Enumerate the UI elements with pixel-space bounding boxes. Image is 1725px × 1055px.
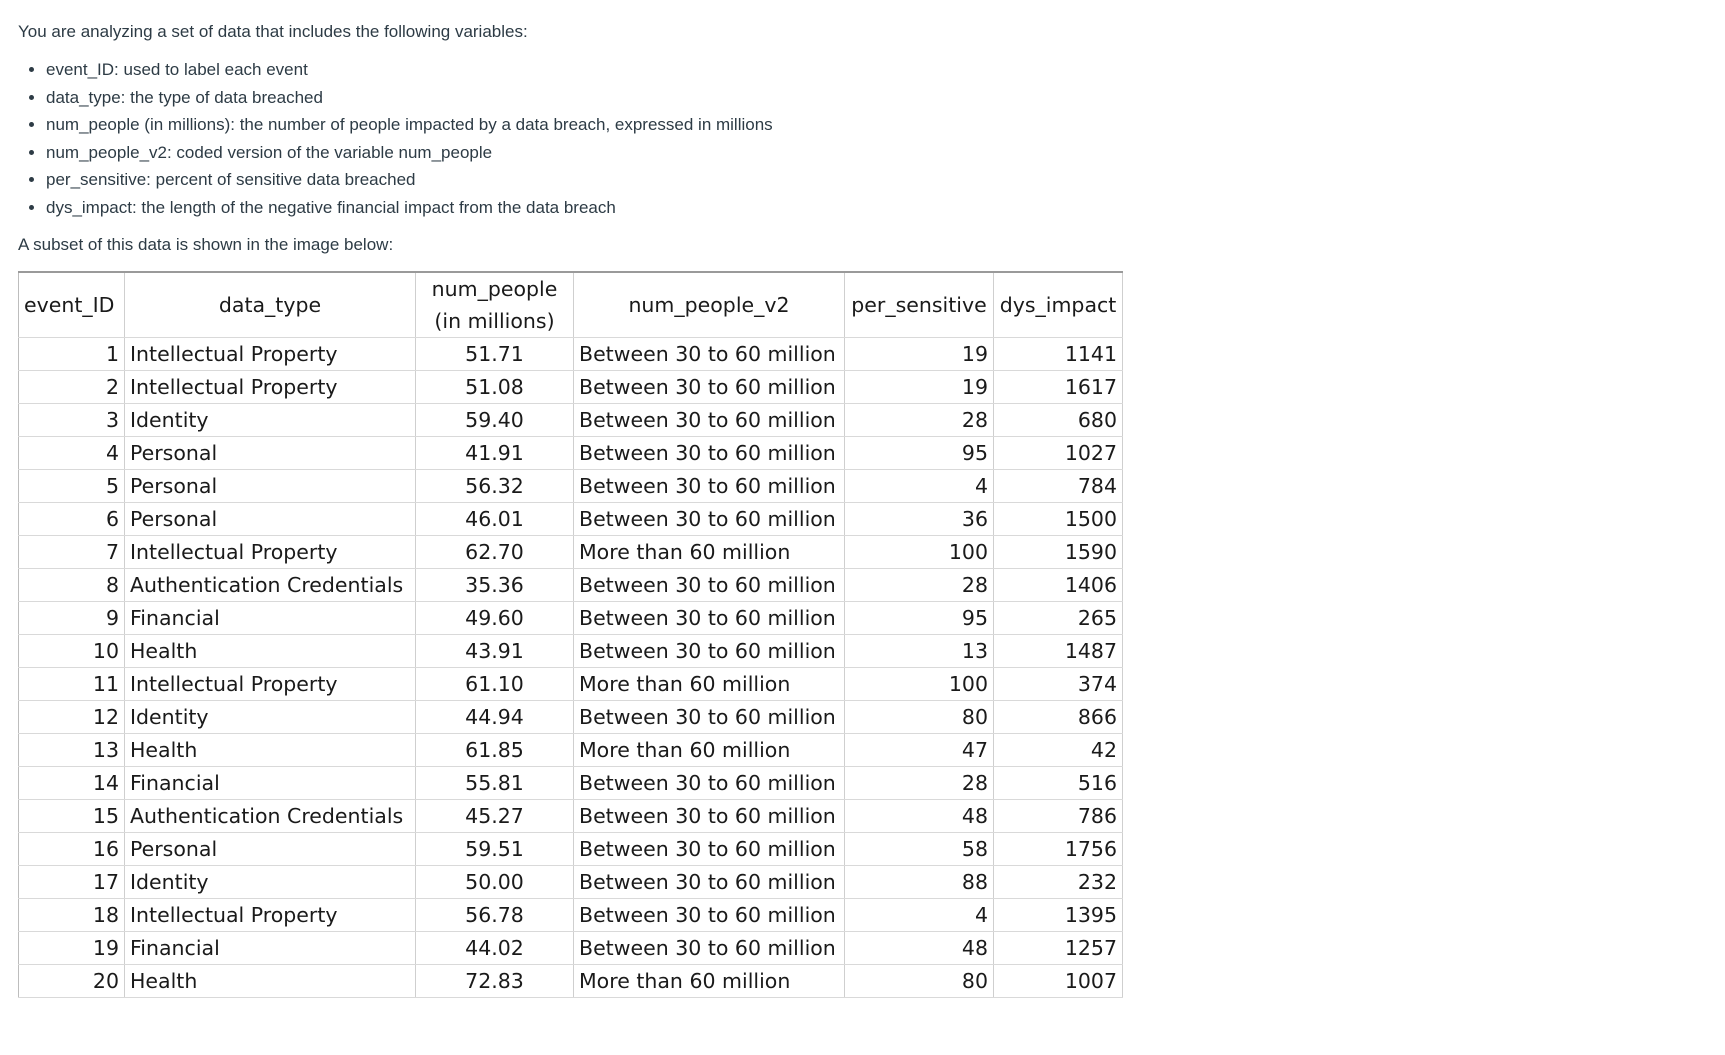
- table-row: [19, 503, 1123, 536]
- cell-dys-impact: 1406: [994, 569, 1123, 602]
- cell-num-people: 51.71: [416, 338, 574, 371]
- cell-dys-impact: 516: [994, 767, 1123, 800]
- cell-num-people: 55.81: [416, 767, 574, 800]
- table-row: [19, 668, 1123, 701]
- cell-num-people: 44.02: [416, 932, 574, 965]
- table-row: [19, 899, 1123, 932]
- table-row: [19, 734, 1123, 767]
- cell-num-people-v2: Between 30 to 60 million: [574, 701, 845, 734]
- cell-data-type: Intellectual Property: [125, 338, 416, 371]
- cell-event-id: 7: [19, 536, 125, 569]
- cell-event-id: 19: [19, 932, 125, 965]
- variable-item: • event_ID: used to label each event: [46, 56, 1698, 84]
- table-row: [19, 800, 1123, 833]
- cell-per-sensitive: 36: [845, 503, 994, 536]
- cell-num-people-v2: Between 30 to 60 million: [574, 470, 845, 503]
- cell-data-type: Health: [125, 965, 416, 998]
- cell-dys-impact: 784: [994, 470, 1123, 503]
- cell-per-sensitive: 80: [845, 965, 994, 998]
- cell-data-type: Authentication Credentials: [125, 569, 416, 602]
- cell-per-sensitive: 4: [845, 899, 994, 932]
- cell-dys-impact: 866: [994, 701, 1123, 734]
- table-row: [19, 767, 1123, 800]
- table-row: [19, 965, 1123, 998]
- cell-data-type: Personal: [125, 503, 416, 536]
- cell-num-people: 59.40: [416, 404, 574, 437]
- cell-event-id: 2: [19, 371, 125, 404]
- header-num-people-line1: num_people: [431, 277, 558, 301]
- cell-num-people: 56.78: [416, 899, 574, 932]
- cell-data-type: Personal: [125, 470, 416, 503]
- cell-dys-impact: 42: [994, 734, 1123, 767]
- cell-event-id: 20: [19, 965, 125, 998]
- cell-num-people: 45.27: [416, 800, 574, 833]
- table-header-row: [19, 272, 1123, 338]
- cell-event-id: 11: [19, 668, 125, 701]
- table-body: [19, 338, 1123, 998]
- variable-list: [18, 56, 1698, 221]
- header-num-people-line2: (in millions): [434, 309, 555, 333]
- cell-dys-impact: 1617: [994, 371, 1123, 404]
- cell-data-type: Identity: [125, 866, 416, 899]
- cell-num-people-v2: Between 30 to 60 million: [574, 635, 845, 668]
- cell-num-people-v2: Between 30 to 60 million: [574, 899, 845, 932]
- cell-data-type: Intellectual Property: [125, 899, 416, 932]
- cell-per-sensitive: 95: [845, 602, 994, 635]
- data-table: [18, 271, 1123, 998]
- cell-data-type: Personal: [125, 437, 416, 470]
- cell-per-sensitive: 19: [845, 371, 994, 404]
- cell-data-type: Identity: [125, 404, 416, 437]
- cell-per-sensitive: 13: [845, 635, 994, 668]
- cell-per-sensitive: 28: [845, 569, 994, 602]
- question-content: [18, 18, 1698, 998]
- cell-num-people-v2: More than 60 million: [574, 668, 845, 701]
- cell-num-people: 59.51: [416, 833, 574, 866]
- cell-num-people: 61.10: [416, 668, 574, 701]
- table-row: [19, 569, 1123, 602]
- cell-num-people: 35.36: [416, 569, 574, 602]
- cell-num-people-v2: Between 30 to 60 million: [574, 833, 845, 866]
- cell-event-id: 5: [19, 470, 125, 503]
- cell-per-sensitive: 95: [845, 437, 994, 470]
- cell-data-type: Intellectual Property: [125, 668, 416, 701]
- cell-event-id: 1: [19, 338, 125, 371]
- cell-num-people-v2: Between 30 to 60 million: [574, 338, 845, 371]
- cell-num-people-v2: Between 30 to 60 million: [574, 503, 845, 536]
- table-row: [19, 470, 1123, 503]
- cell-event-id: 18: [19, 899, 125, 932]
- cell-num-people: 50.00: [416, 866, 574, 899]
- header-num-people: [416, 272, 574, 338]
- cell-per-sensitive: 28: [845, 767, 994, 800]
- cell-dys-impact: 1257: [994, 932, 1123, 965]
- header-num-people-v2: num_people_v2: [574, 272, 845, 338]
- table-row: [19, 602, 1123, 635]
- cell-dys-impact: 265: [994, 602, 1123, 635]
- cell-num-people: 72.83: [416, 965, 574, 998]
- cell-per-sensitive: 48: [845, 932, 994, 965]
- cell-data-type: Financial: [125, 767, 416, 800]
- cell-per-sensitive: 28: [845, 404, 994, 437]
- table-row: [19, 536, 1123, 569]
- cell-data-type: Health: [125, 734, 416, 767]
- table-row: [19, 437, 1123, 470]
- cell-data-type: Personal: [125, 833, 416, 866]
- cell-num-people-v2: More than 60 million: [574, 965, 845, 998]
- cell-num-people-v2: More than 60 million: [574, 536, 845, 569]
- cell-dys-impact: 374: [994, 668, 1123, 701]
- cell-event-id: 12: [19, 701, 125, 734]
- cell-data-type: Financial: [125, 602, 416, 635]
- table-row: [19, 635, 1123, 668]
- variable-item: • num_people_v2: coded version of the variable num_people: [46, 139, 1698, 167]
- cell-dys-impact: 1756: [994, 833, 1123, 866]
- table-row: [19, 866, 1123, 899]
- header-dys-impact: dys_impact: [994, 272, 1123, 338]
- header-event-id: event_ID: [19, 272, 125, 338]
- cell-per-sensitive: 100: [845, 668, 994, 701]
- cell-data-type: Identity: [125, 701, 416, 734]
- cell-num-people: 43.91: [416, 635, 574, 668]
- cell-dys-impact: 1141: [994, 338, 1123, 371]
- variable-item: • num_people (in millions): the number of people impacted by a data breach, expressed in millions: [46, 111, 1698, 139]
- cell-dys-impact: 680: [994, 404, 1123, 437]
- cell-data-type: Intellectual Property: [125, 536, 416, 569]
- cell-num-people: 62.70: [416, 536, 574, 569]
- cell-per-sensitive: 4: [845, 470, 994, 503]
- cell-dys-impact: 1395: [994, 899, 1123, 932]
- table-row: [19, 701, 1123, 734]
- cell-per-sensitive: 58: [845, 833, 994, 866]
- header-data-type: data_type: [125, 272, 416, 338]
- cell-event-id: 17: [19, 866, 125, 899]
- cell-num-people: 51.08: [416, 371, 574, 404]
- cell-data-type: Financial: [125, 932, 416, 965]
- cell-per-sensitive: 47: [845, 734, 994, 767]
- variable-item: • per_sensitive: percent of sensitive data breached: [46, 166, 1698, 194]
- cell-event-id: 15: [19, 800, 125, 833]
- cell-num-people-v2: More than 60 million: [574, 734, 845, 767]
- cell-event-id: 9: [19, 602, 125, 635]
- cell-data-type: Intellectual Property: [125, 371, 416, 404]
- cell-dys-impact: 786: [994, 800, 1123, 833]
- cell-per-sensitive: 48: [845, 800, 994, 833]
- cell-num-people-v2: Between 30 to 60 million: [574, 767, 845, 800]
- cell-num-people-v2: Between 30 to 60 million: [574, 569, 845, 602]
- cell-event-id: 13: [19, 734, 125, 767]
- cell-event-id: 6: [19, 503, 125, 536]
- cell-dys-impact: 1500: [994, 503, 1123, 536]
- cell-num-people: 49.60: [416, 602, 574, 635]
- cell-data-type: Health: [125, 635, 416, 668]
- table-row: [19, 338, 1123, 371]
- cell-per-sensitive: 19: [845, 338, 994, 371]
- cell-dys-impact: 1027: [994, 437, 1123, 470]
- cell-num-people-v2: Between 30 to 60 million: [574, 371, 845, 404]
- cell-per-sensitive: 100: [845, 536, 994, 569]
- cell-event-id: 10: [19, 635, 125, 668]
- variable-item: • dys_impact: the length of the negative financial impact from the data breach: [46, 194, 1698, 222]
- cell-dys-impact: 1487: [994, 635, 1123, 668]
- table-row: [19, 404, 1123, 437]
- table-row: [19, 932, 1123, 965]
- cell-num-people-v2: Between 30 to 60 million: [574, 932, 845, 965]
- cell-event-id: 16: [19, 833, 125, 866]
- cell-num-people: 61.85: [416, 734, 574, 767]
- cell-dys-impact: 1007: [994, 965, 1123, 998]
- cell-num-people: 41.91: [416, 437, 574, 470]
- cell-data-type: Authentication Credentials: [125, 800, 416, 833]
- cell-num-people: 46.01: [416, 503, 574, 536]
- header-per-sensitive: per_sensitive: [845, 272, 994, 338]
- cell-event-id: 8: [19, 569, 125, 602]
- variable-item: • data_type: the type of data breached: [46, 84, 1698, 112]
- cell-num-people: 44.94: [416, 701, 574, 734]
- cell-per-sensitive: 80: [845, 701, 994, 734]
- cell-event-id: 14: [19, 767, 125, 800]
- cell-event-id: 4: [19, 437, 125, 470]
- cell-num-people-v2: Between 30 to 60 million: [574, 866, 845, 899]
- cell-num-people-v2: Between 30 to 60 million: [574, 602, 845, 635]
- intro-text: You are analyzing a set of data that includes the following variables:: [18, 22, 528, 41]
- cell-num-people-v2: Between 30 to 60 million: [574, 404, 845, 437]
- table-row: [19, 371, 1123, 404]
- cell-num-people-v2: Between 30 to 60 million: [574, 800, 845, 833]
- cell-num-people-v2: Between 30 to 60 million: [574, 437, 845, 470]
- cell-num-people: 56.32: [416, 470, 574, 503]
- cell-dys-impact: 1590: [994, 536, 1123, 569]
- cell-event-id: 3: [19, 404, 125, 437]
- cell-dys-impact: 232: [994, 866, 1123, 899]
- table-row: [19, 833, 1123, 866]
- subset-text: A subset of this data is shown in the image below:: [18, 235, 394, 254]
- cell-per-sensitive: 88: [845, 866, 994, 899]
